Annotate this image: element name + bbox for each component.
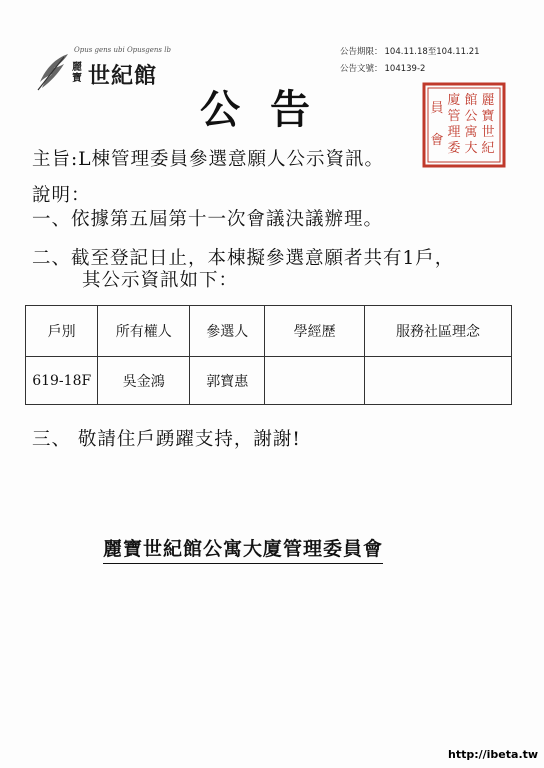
table-row [26,357,512,405]
logo-small-chars: 麗寶 [72,62,82,84]
table-header-row [26,306,512,357]
table-header-cell: 服務社區理念 [365,306,512,357]
explanation-item-1: 一、依據第五屆第十一次會議決議辦理。 [32,209,384,230]
svg-text:麗: 麗 [481,93,495,108]
svg-text:寶: 寶 [481,109,495,124]
svg-text:理: 理 [447,125,461,140]
notice-number-value: 104139-2 [384,64,426,74]
table-cell-candidate: 郭寶惠 [190,357,265,405]
explanation-label: 說明： [32,185,91,206]
table-header-cell: 戶別 [26,306,98,357]
logo-brand-text: 世紀館 [88,63,158,89]
notice-period [340,44,480,61]
table-header-cell: 學經歷 [265,306,365,357]
notice-period-label: 公告期限： [340,47,383,57]
svg-text:大: 大 [464,141,478,156]
svg-text:會: 會 [430,133,444,148]
table-cell-unit: 619-18F [26,357,98,405]
notice-period-value: 104.11.18至104.11.21 [384,47,480,57]
red-seal-stamp [422,82,506,168]
logo-script-text: Opus gens ubi Opusgens lb [74,46,171,54]
subject-line: 主旨:L棟管理委員參選意願人公示資訊。 [32,149,385,170]
notice-number [340,61,480,78]
svg-text:管: 管 [447,109,461,124]
svg-text:委: 委 [447,141,461,156]
watermark-url: http://ibeta.tw [448,748,539,761]
candidate-table [25,305,512,405]
svg-text:員: 員 [430,101,444,116]
table-cell-owner: 吳金鴻 [98,357,190,405]
svg-text:世: 世 [481,125,495,140]
logo [34,46,174,96]
notice-number-label: 公告文號： [340,64,383,74]
table-cell-philosophy [365,357,512,405]
page-title: 公告 [200,86,340,133]
explanation-item-3: 三、 敬請住戶踴躍支持，謝謝! [32,429,301,450]
svg-text:公: 公 [464,109,478,124]
svg-text:廈: 廈 [447,93,461,108]
svg-text:紀: 紀 [481,141,495,156]
notice-meta [340,44,480,78]
svg-text:館: 館 [464,93,478,108]
explanation-item-2: 二、截至登記日止，本棟擬參選意願者共有1戶， [32,248,455,269]
quill-icon [34,52,72,92]
table-header-cell: 所有權人 [98,306,190,357]
organization-signature: 麗寶世紀館公寓大廈管理委員會 [103,534,383,564]
table-cell-background [265,357,365,405]
svg-text:寓: 寓 [464,125,478,140]
table-header-cell: 參選人 [190,306,265,357]
explanation-item-2-continued: 其公示資訊如下： [82,270,239,291]
